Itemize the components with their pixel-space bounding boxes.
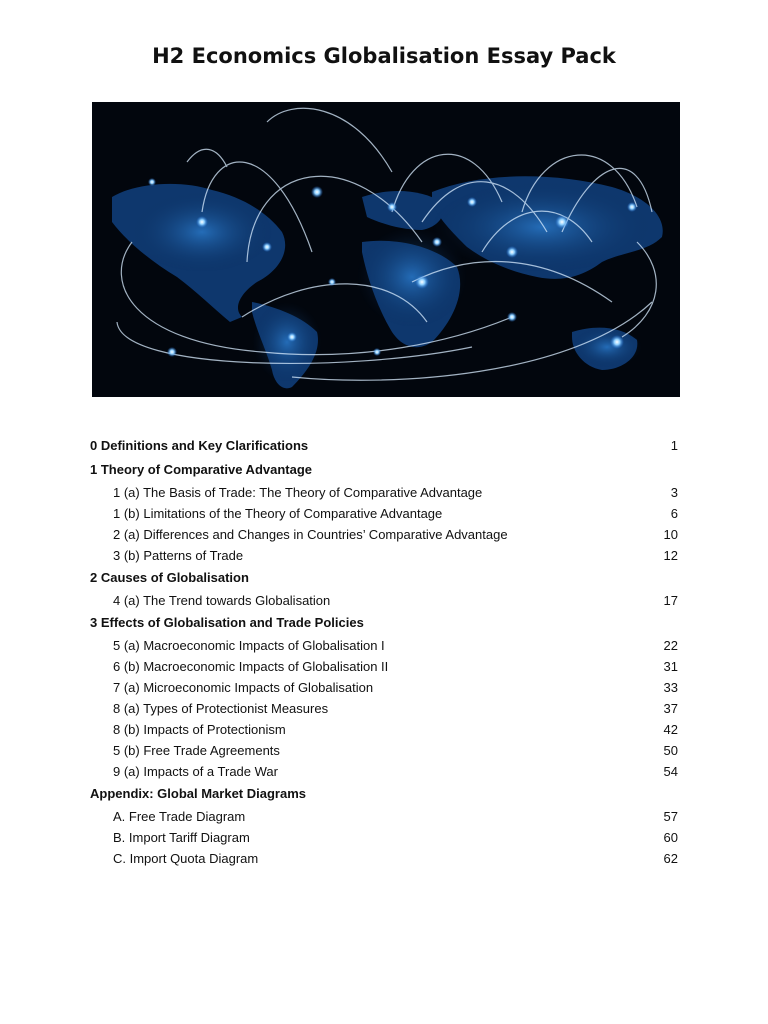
toc-page-number: 42 — [663, 722, 678, 737]
toc-entry-title: 3 (b) Patterns of Trade — [113, 548, 244, 563]
toc-section-title: 3 Effects of Globalisation and Trade Policies — [90, 615, 364, 630]
toc-entry[interactable] — [90, 698, 678, 719]
toc-entry[interactable] — [90, 482, 678, 503]
toc-entry-title: B. Import Tariff Diagram — [113, 830, 250, 845]
toc-page-number: 54 — [663, 764, 678, 779]
toc-page-number: 57 — [663, 809, 678, 824]
toc-section-title: 0 Definitions and Key Clarifications — [90, 438, 309, 453]
toc-section[interactable] — [90, 782, 678, 806]
toc-section-title: 2 Causes of Globalisation — [90, 570, 249, 585]
toc-page-number: 62 — [663, 851, 678, 866]
toc-page-number: 60 — [663, 830, 678, 845]
toc-entry[interactable] — [90, 677, 678, 698]
toc-page-number: 37 — [663, 701, 678, 716]
toc-page-number: 31 — [663, 659, 678, 674]
toc-section-title: Appendix: Global Market Diagrams — [90, 786, 306, 801]
toc-page-number: 50 — [663, 743, 678, 758]
toc-page-number: 3 — [670, 485, 678, 500]
toc-entry-title: C. Import Quota Diagram — [113, 851, 259, 866]
toc-entry[interactable] — [90, 545, 678, 566]
toc-entry[interactable] — [90, 719, 678, 740]
toc-entry-title: 8 (a) Types of Protectionist Measures — [113, 701, 329, 716]
toc-entry-title: 2 (a) Differences and Changes in Countries’ Comparative Advantage — [113, 527, 508, 542]
toc-entry-title: 8 (b) Impacts of Protectionism — [113, 722, 286, 737]
toc-page-number: 22 — [663, 638, 678, 653]
toc-entry[interactable] — [90, 761, 678, 782]
toc-entry[interactable] — [90, 635, 678, 656]
toc-entry[interactable] — [90, 590, 678, 611]
toc-section[interactable] — [90, 611, 678, 635]
toc-page-number: 1 — [670, 438, 678, 453]
toc-entry[interactable] — [90, 827, 678, 848]
toc-entry[interactable] — [90, 656, 678, 677]
toc-entry-title: 6 (b) Macroeconomic Impacts of Globalisation II — [113, 659, 389, 674]
toc-entry-title: 1 (b) Limitations of the Theory of Comparative Advantage — [113, 506, 443, 521]
toc-entry-title: 7 (a) Microeconomic Impacts of Globalisation — [113, 680, 374, 695]
toc-section[interactable] — [90, 434, 678, 458]
toc-entry-title: 4 (a) The Trend towards Globalisation — [113, 593, 331, 608]
toc-section[interactable] — [90, 458, 678, 482]
toc-entry[interactable] — [90, 524, 678, 545]
toc-page-number: 17 — [663, 593, 678, 608]
toc-entry[interactable] — [90, 806, 678, 827]
toc-entry-title: 1 (a) The Basis of Trade: The Theory of Comparative Advantage — [113, 485, 483, 500]
toc-entry[interactable] — [90, 740, 678, 761]
document-title: H2 Economics Globalisation Essay Pack — [152, 44, 616, 68]
toc-section-title: 1 Theory of Comparative Advantage — [90, 462, 313, 477]
toc-entry[interactable] — [90, 848, 678, 869]
toc-page-number: 33 — [663, 680, 678, 695]
toc-section[interactable] — [90, 566, 678, 590]
toc-page-number: 10 — [663, 527, 678, 542]
toc-page-number: 6 — [670, 506, 678, 521]
toc-entry-title: 9 (a) Impacts of a Trade War — [113, 764, 278, 779]
toc-page-number: 12 — [663, 548, 678, 563]
toc-entry-title: 5 (a) Macroeconomic Impacts of Globalisation I — [113, 638, 385, 653]
table-of-contents — [90, 434, 678, 869]
toc-entry[interactable] — [90, 503, 678, 524]
world-network-map-image — [92, 102, 680, 397]
toc-entry-title: 5 (b) Free Trade Agreements — [113, 743, 280, 758]
toc-entry-title: A. Free Trade Diagram — [113, 809, 246, 824]
